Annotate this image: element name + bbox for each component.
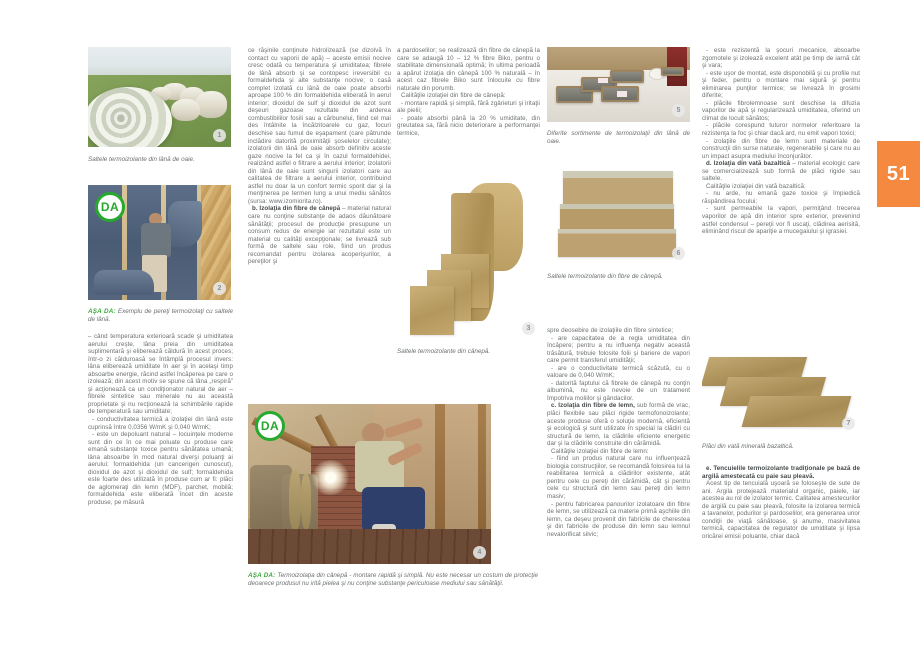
figure-number: 5 <box>672 104 685 117</box>
da-badge-text: DA <box>100 200 120 214</box>
sample-tray <box>610 70 644 84</box>
section-heading-e-text: e. Tencuielile termoizolante tradiţionale pe bază de argilă amestecată cu paie sau pleavă. <box>702 465 860 480</box>
hemp-fibre-bundle <box>301 474 311 528</box>
worker-shirt <box>355 441 404 492</box>
page-number-text: 51 <box>886 162 911 185</box>
paragraph: - fiind un produs natural care nu influenţează biologia construcţiilor, se recomandă folosirea lui la reabilitarea termică a clădirilor existente, atât pentru cele cu pereţi din cărămidă, cât şi pentru cele cu structură din lemn sau pereţi din lemn masiv; <box>547 455 690 501</box>
figure-6-photo <box>547 160 690 265</box>
figure-number: 6 <box>672 247 685 260</box>
attic-floor <box>248 529 491 564</box>
column-1-text <box>88 333 233 507</box>
paragraph: - montare rapidă şi simplă, fără zgârieturi şi iritaţii ale pielii; <box>397 99 540 115</box>
sample-label-card <box>598 78 608 83</box>
da-badge-text: DA <box>260 419 280 433</box>
paragraph: - poate absorbi până la 20 % umiditate, din greutatea sa, fără nicio deteriorare a performanţei termice, <box>397 114 540 138</box>
paragraph: - sunt permeabile la vapori, permiţând trecerea vaporilor de apă din interior spre exterior, prevenind astfel condensul – pereţii vor fi uscaţi, clădirea aerisită, eliminând riscul de apariţie a mucegaiului şi igrasiei. <box>702 205 860 236</box>
caption-text: Saltele termoizolante din cânepă. <box>397 348 491 355</box>
paragraph: ce răşinile conţinute hidrolizează (se dizolvă în contact cu vaporii de apă) – aceste emisii nocive cresc odată cu temperatura şi umiditatea; fibrele de lână absorb şi se contopesc ireversibil cu formaldehida şi alte substanţe nocive; o casă complet izolată cu lână de oaie poate absorbi aproape 100 % din formaldehida eliberată în aerul interior; dioxidul de sulf şi dioxidul de azot sunt deşeuri gazoase rezultate din arderea combustibililor fosili sau a cărbunelui, fiind cel mai des întâlnite la încălzitoarele cu gaz, focuri deschise sau fumul de eşapament (care pătrunde inclădire datorită proximităţii şoselelor circulate); izolatorii din lână de oaie absorb definitiv aceste gaze nocive la fel ca şi în cazul formaldehidei, realizând astfel o filtrare a aerului interior; izolatorii din lână de oaie sunt singurii izolatori care au calitatea de filtrare a aerului interior, contribuind astfel nu doar la un confort termic sporit dar şi la menţinerea pe termen lung a unui mediu sănătos (sursa: www.izomiorita.ro). <box>248 47 391 205</box>
sample-label-card <box>617 91 627 96</box>
paragraph: - izolaţiile din fibre de lemn sunt materiale de construcţii din surse naturale, regenerabile şi care nu au un impact asupra mediului înconjurător. <box>702 137 860 160</box>
section-heading-c: c. Izolaţia din fibre de lemn, <box>551 402 635 410</box>
paragraph: Acest tip de tencuială uşoară se foloseşte de sute de ani. Argila protejează materialul organic, paiele, iar acestea au rol de izolator termic. Calitatea amestecurilor de argilă cu paie sau pleavă, folosite la izolarea termică a tavanelor, podurilor şi pardoselilor, era generarea unor condiţii de viaţă sănătoase, şi anume, masivitatea termică, capacitatea de regulator de umiditate şi lipsa oricărei emisii poluante, chiar dacă <box>702 480 861 540</box>
paragraph: - este uşor de montat, este disponobilă şi cu profile nut şi feder, pentru o montare mai sigură şi pentru eliminarea punţilor termice; se livrează în grosimi diferite; <box>702 69 860 100</box>
paragraph: - are o conductivitate termică scăzută, cu o valoare de 0,040 W/mK; <box>547 364 690 380</box>
worker-shirt <box>141 223 171 258</box>
caption-text: Exemplu de pereţi termoizolaţi cu saltele de lână. <box>88 308 233 323</box>
paragraph: – când temperatura exterioară scade şi umiditatea aerului creşte, lâna preia din umiditatea suplimentară şi eliberează căldură în acest proces; într-o zi călduroasă se întâmplă procesul invers: lâna eliberează umiditate în aer şi în acelaşi timp absoarbe energie, răcind astfel încăperea pe care o izolează; din acest motiv se spune că lâna „respiră” şi acţionează ca un condiţionator natural de aer – fibrele sintetice sau minerale nu au această proprietate şi nu recţionează la schimbările rapide de temperatură sau umiditate; <box>88 333 233 416</box>
paragraph-rest: – material natural care nu conţine substanţe de adaos dăunătoare sănătăţii; procesul de producţie presupune un consum redus de energie iar rezultatul este un material cu calităţi excepţionale; se livrează sub formă de saltele sau role, fiind un produs recomandat pentru izolarea acoperişurilor, a pereţilor şi <box>248 205 391 266</box>
figure-5-photo <box>547 47 690 122</box>
paragraph-with-heading <box>702 160 860 183</box>
figure-3-photo <box>397 180 540 340</box>
caption-text: Saltele termoizolante din fibre de cânepă. <box>547 273 663 280</box>
da-badge <box>95 192 125 222</box>
figure-2-caption <box>88 308 233 324</box>
photo-sky <box>88 47 231 77</box>
figure-number: 1 <box>213 129 226 142</box>
section-heading-e <box>702 465 860 480</box>
light-glow <box>311 460 350 495</box>
figure-6-caption <box>547 273 690 281</box>
paragraph-with-heading <box>248 205 391 265</box>
paragraph-with-heading <box>547 402 690 447</box>
paragraph: - plăcile fibrolemnoase sunt deschise la difuzia vaporilor de apă şi regularizează umiditatea, oferind un climat de locuit sănătos; <box>702 99 860 122</box>
paragraph: Calităţile izolaţiei din fibre de lemn: <box>551 447 649 455</box>
column-5-text-bottom <box>702 465 860 540</box>
da-badge <box>255 411 285 441</box>
paragraph: spre deosebire de izolaţiile din fibre sintetice; <box>547 327 674 334</box>
paragraph-rest: – material ecologic care se comercializează sub formă de plăci rigide sau saltele. <box>702 160 860 183</box>
figure-1-photo <box>88 47 231 147</box>
column-5-text-top <box>702 47 860 236</box>
section-heading-b: b. Izolaţia din fibre de cânepă <box>252 205 341 213</box>
paragraph: - pentru fabricarea panourilor izolatoare din fibre de lemn, se utilizează ca materie primă aşchiile din lemn, ca deşeu provenit din fabricile de cherestea şi din fabricile de produse din lemn sau lemnul nevalorificat silvic; <box>547 500 690 538</box>
figure-2-photo <box>88 185 231 300</box>
column-3-text <box>397 47 540 138</box>
basalt-board <box>742 396 852 427</box>
caption-text: Termoizolaţia din cânepă - montare rapidă şi simplă. Nu este necesar un costum de protecţie deoarece produsul nu irită pielea şi nu conţine substanţe periculoase mediului sau sănătăţii. <box>248 572 538 587</box>
caption-lead: AŞA DA: <box>88 308 116 315</box>
figure-5-caption <box>547 130 690 146</box>
paragraph: - nu arde, nu emană gaze toxice şi împiedică răspândirea focului; <box>702 190 860 205</box>
figure-4-photo <box>248 404 491 564</box>
paragraph: - este rezistentă la şocuri mecanice, absoarbe zgomotele şi izolează excelent atât pe timp de iarnă cât şi vara; <box>702 47 860 70</box>
sheep-shape <box>171 99 200 121</box>
figure-number: 3 <box>522 322 535 335</box>
page-number-badge <box>877 141 920 207</box>
roof-beam <box>478 404 487 538</box>
hemp-slab <box>410 286 454 336</box>
wool-roll-floor <box>94 270 154 295</box>
hemp-batt <box>560 204 674 231</box>
figure-number: 2 <box>213 282 226 295</box>
paragraph: a pardoselilor; se realizează din fibre de cânepă la care se adaugă 10 – 12 % fibre Biko, pentru o stabilitate dimensională optimă; în ultima perioadă a apărut izolaţia din cânepă 100 % naturală – în acest caz fibrele Biko sunt înlocuite cu fibre naturale din porumb. <box>397 47 540 92</box>
hemp-batt <box>563 171 673 206</box>
figure-number: 7 <box>842 417 855 430</box>
paragraph: - este un depoluant natural – locuinţele moderne sunt din ce în ce mai poluate cu produse care emană substanţe toxice pentru sănătatea umană; lâna absoarbe în mod natural diverşi poluanţi ai aerului: formaldehida (un cancerigen cunoscut), dioxidul de azot şi dioxidul de sulf; formaldehida este foarte des utilizată în produse cum ar fi: plăci de aglomeraţi din lemn (MDF), parchet, mobilă; formaldehida este eliberată încet din aceste produse, pe măsură <box>88 431 233 507</box>
wool-flap <box>168 201 202 247</box>
column-2-text <box>248 47 391 266</box>
paragraph: - conductivitatea termică a izolaţiei din lână este cuprinsă între 0,0356 W/mK şi 0,040 W/mK; <box>88 416 233 431</box>
figure-1-caption <box>88 156 233 164</box>
column-4-text <box>547 327 690 538</box>
section-heading-d: d. Izolaţia din vată bazaltică <box>706 160 791 168</box>
paragraph: - datorită faptului că fibrele de cânepă nu conţin albumină, nu este nevoie de un tratament împotriva moliilor şi gândacilor. <box>547 379 690 402</box>
sheep-shape <box>195 91 226 118</box>
sample-tray <box>661 67 684 77</box>
paragraph: Calităţile izolaţiei din vată bazaltică: <box>706 182 806 190</box>
paragraph: - are capacitatea de a regla umiditatea din încăpere; pentru a nu influenţa negativ această trăsătură, trebuie folosite folii şi bariere de vapori care permit transferul umidităţii; <box>547 334 690 365</box>
caption-text: Diferite sortimente de termoizolaţii din lână de oaie. <box>547 130 690 145</box>
paragraph: Calităţile izolaţiei din fibre de cânepă: <box>401 92 506 100</box>
paragraph-rest: sub formă de vrac, plăci flexibile sau plăci rigide termofonoizolante; aceste produse oferă o soluţie modernă, eficientă şi ecologică şi sunt utilizate în special la clădiri cu structură de lemn, la clădirile eficiente energetic dar şi la clădirile construite din cărămidă. <box>547 402 690 448</box>
caption-text: Saltele termoizolante din lână de oaie. <box>88 156 195 163</box>
figure-3-caption <box>397 348 540 356</box>
hemp-batt <box>558 229 675 256</box>
paragraph: - plăcile corespund tuturor normelor referitoare la rezistenţa la foc şi chiar dacă ard, nu emit vapori toxici; <box>702 122 860 138</box>
hemp-fibre-bundle <box>289 470 301 531</box>
figure-number: 4 <box>473 546 486 559</box>
figure-4-caption <box>248 572 538 588</box>
caption-text: Plăci din vată minerală bazaltică. <box>702 443 794 450</box>
figure-7-caption <box>702 443 860 451</box>
figure-7-photo <box>702 350 860 435</box>
caption-lead: AŞA DA: <box>248 572 276 579</box>
